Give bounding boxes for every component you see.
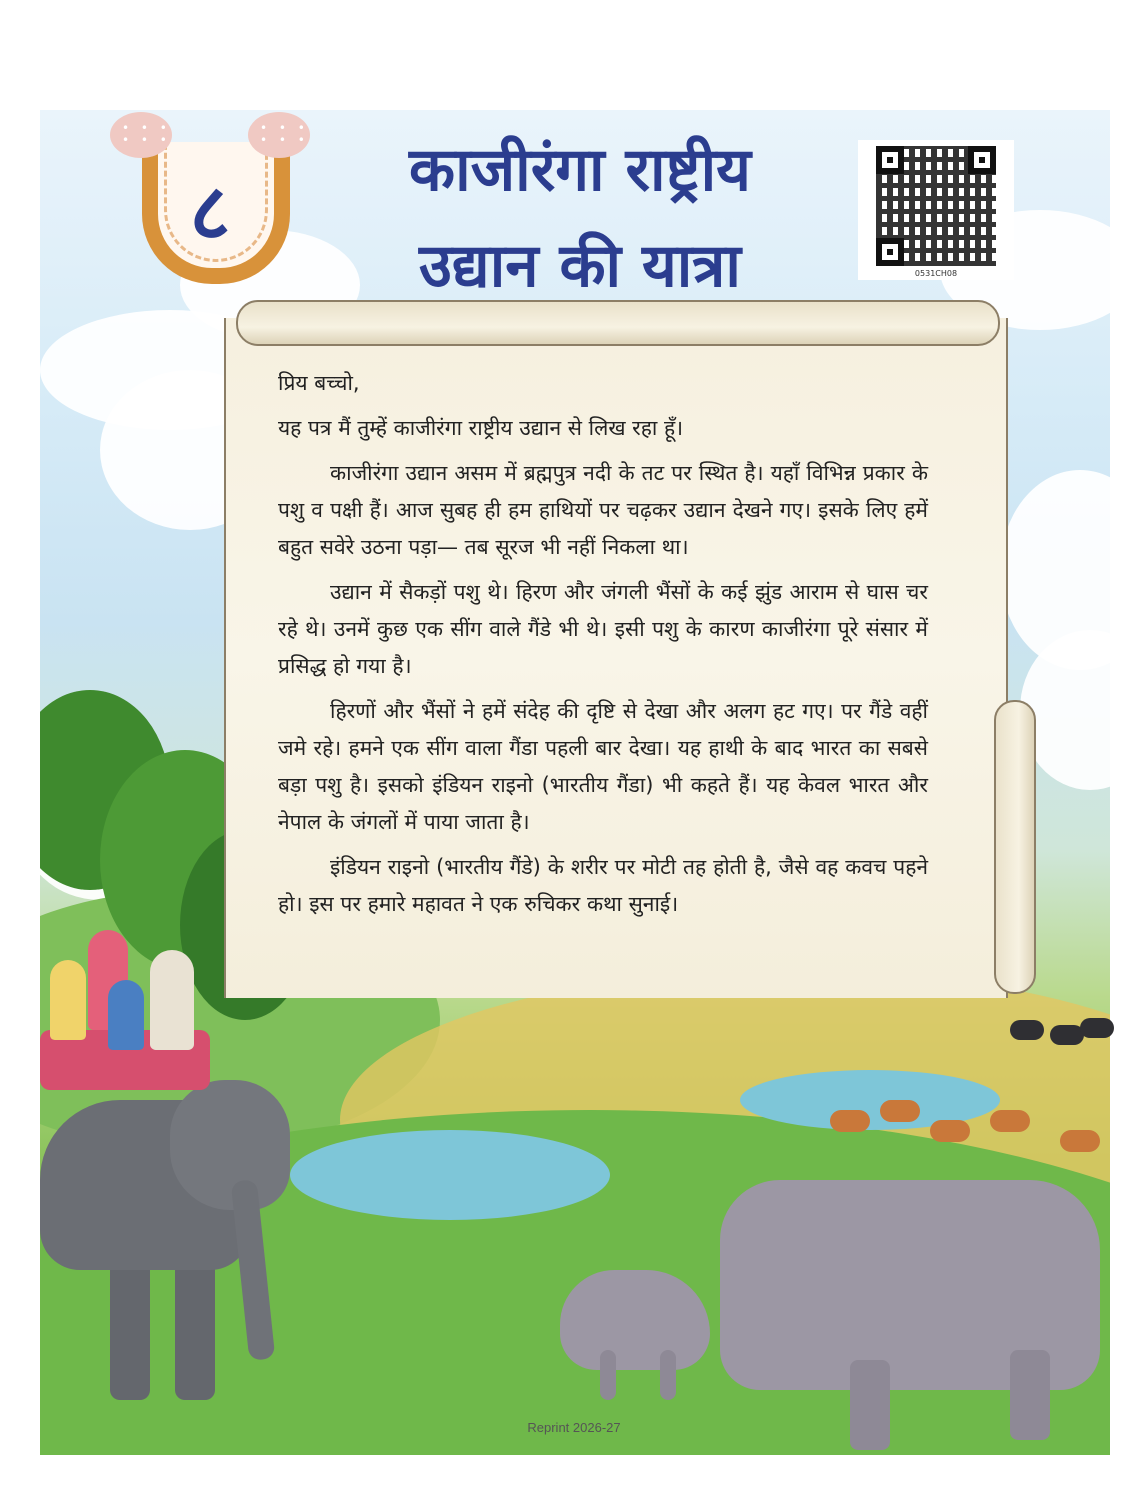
qr-finder [876,146,904,174]
buffalo [1010,1020,1044,1040]
deer [830,1110,870,1132]
chapter-number: ८ [189,168,231,258]
rider [50,960,86,1040]
chapter-title [300,122,860,314]
rider [108,980,144,1050]
qr-code[interactable] [858,140,1014,280]
letter-paragraph: यह पत्र मैं तुम्हें काजीरंगा राष्ट्रीय उद्यान से लिख रहा हूँ। [278,416,684,440]
rhino-leg [660,1350,676,1400]
elephant-leg [110,1260,150,1400]
deer [1060,1130,1100,1152]
rhino-leg [600,1350,616,1400]
qr-code-label: 0531CH08 [914,269,958,278]
elephant-head [170,1080,290,1210]
letter-paragraph: उद्यान में सैकड़ों पशु थे। हिरण और जंगली भैंसों के कई झुंड आराम से घास चर रहे थे। उनमें कुछ एक सींग वाले गैंडे भी थे। इसी पशु के कारण काजीरंगा पूरे संसार में प्रसिद्ध हो गया है। [278,580,928,678]
buffalo [1080,1018,1114,1038]
scroll-roll-side [994,700,1036,994]
deer [880,1100,920,1122]
mahout [150,950,194,1050]
elephant-leg [175,1260,215,1400]
reprint-footer: Reprint 2026-27 [527,1420,621,1435]
letter-salutation: प्रिय बच्चो, [278,371,360,395]
chapter-title-line2: उद्यान की यात्रा [419,231,741,301]
rhino-calf [560,1270,710,1370]
deer [990,1110,1030,1132]
letter-paragraph: इंडियन राइनो (भारतीय गैंडे) के शरीर पर मोटी तह होती है, जैसे वह कवच पहने हो। इस पर हमारे महावत ने एक रुचिकर कथा सुनाई। [278,855,928,916]
rhino-leg [850,1360,890,1450]
buffalo [1050,1025,1084,1045]
letter-paragraph: काजीरंगा उद्यान असम में ब्रह्मपुत्र नदी के तट पर स्थित है। यहाँ विभिन्न प्रकार के पशु व पक्षी हैं। आज सुबह ही हम हाथियों पर चढ़कर उद्यान देखने गए। इसके लिए हमें बहुत सवेरे उठना पड़ा— तब सूरज भी नहीं निकला था। [278,461,928,559]
letter-body [278,365,928,931]
chapter-badge [110,112,310,292]
deer [930,1120,970,1142]
flower-icon: • • • • • • [110,112,172,158]
chapter-title-line1: काजीरंगा राष्ट्रीय [409,135,751,205]
river-pool [290,1130,610,1220]
qr-finder [968,146,996,174]
flower-icon: • • • • • • [248,112,310,158]
qr-finder [876,238,904,266]
letter-paragraph: हिरणों और भैंसों ने हमें संदेह की दृष्टि से देखा और अलग हट गए। पर गैंडे वहीं जमे रहे। हमने एक सींग वाला गैंडा पहली बार देखा। यह हाथी के बाद भारत का सबसे बड़ा पशु है। इसको इंडियन राइनो (भारतीय गैंडा) भी कहते हैं। यह केवल भारत और नेपाल के जंगलों में पाया जाता है। [278,699,928,834]
